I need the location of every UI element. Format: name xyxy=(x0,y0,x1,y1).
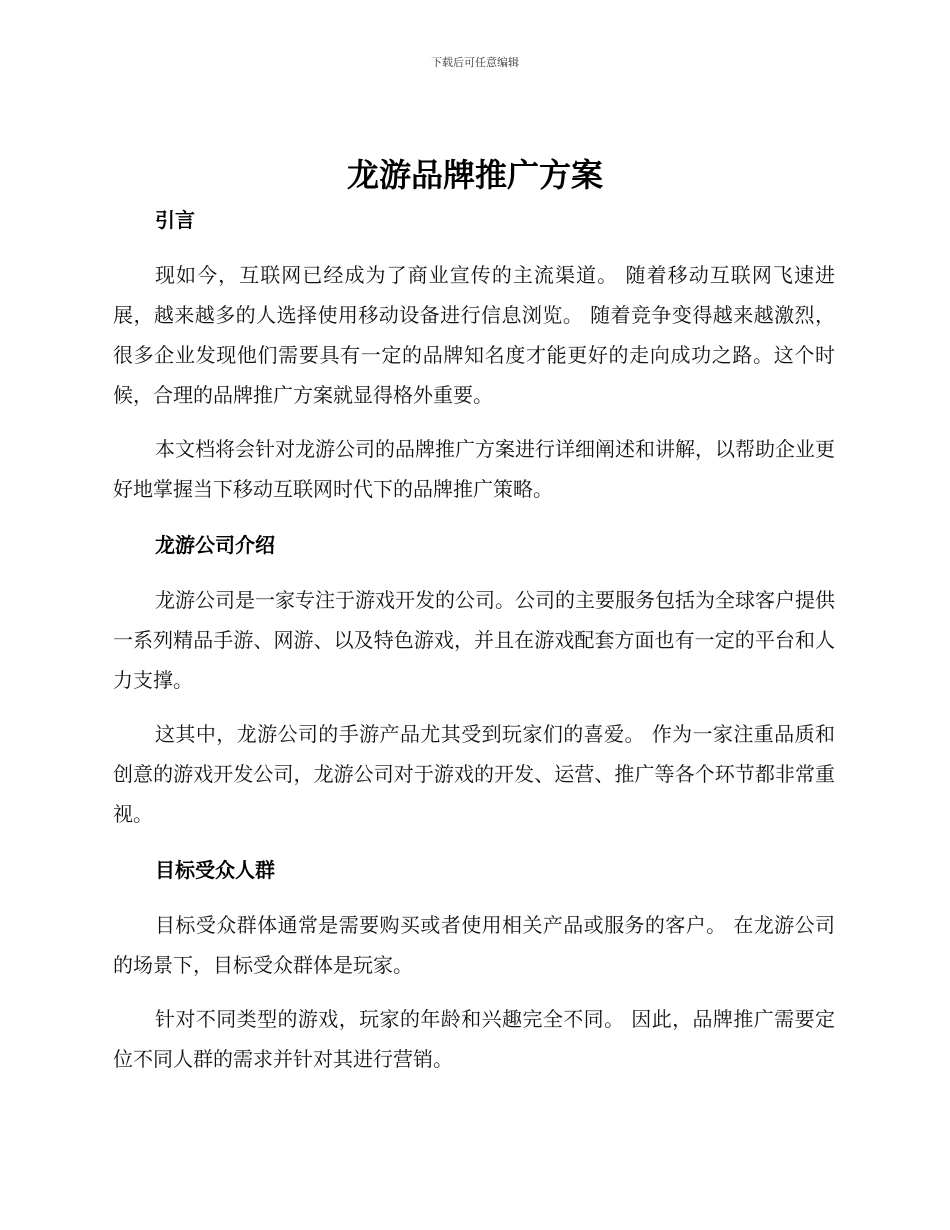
paragraph: 本文档将会针对龙游公司的品牌推广方案进行详细阐述和讲解，以帮助企业更好地掌握当下移动互联网时代下的品牌推广策略。 xyxy=(113,437,835,501)
paragraph: 这其中，龙游公司的手游产品尤其受到玩家们的喜爱。 作为一家注重品质和创意的游戏开发公司，龙游公司对于游戏的开发、运营、推广等各个环节都非常重视。 xyxy=(113,722,835,826)
paragraph: 现如今，互联网已经成为了商业宣传的主流渠道。 随着移动互联网飞速进展，越来越多的人选择使用移动设备进行信息浏览。 随着竞争变得越来越激烈，很多企业发现他们需要具有一定的品牌知名度才能更好的走向成功之路。这个时候，合理的品牌推广方案就显得格外重要。 xyxy=(113,263,835,407)
paragraph: 针对不同类型的游戏，玩家的年龄和兴趣完全不同。 因此，品牌推广需要定位不同人群的需求并针对其进行营销。 xyxy=(113,1007,835,1071)
section-heading-introduction: 引言 xyxy=(155,208,195,232)
paragraph: 龙游公司是一家专注于游戏开发的公司。公司的主要服务包括为全球客户提供一系列精品手游、网游、以及特色游戏，并且在游戏配套方面也有一定的平台和人力支撑。 xyxy=(113,588,835,692)
section-heading-target-audience: 目标受众人群 xyxy=(155,858,275,882)
document-title: 龙游品牌推广方案 xyxy=(346,156,603,194)
paragraph: 目标受众群体通常是需要购买或者使用相关产品或服务的客户。 在龙游公司的场景下，目标受众群体是玩家。 xyxy=(113,913,835,977)
section-heading-company-intro: 龙游公司介绍 xyxy=(155,533,275,557)
document-body xyxy=(113,202,835,1079)
page-header-note: 下载后可任意编辑 xyxy=(431,56,519,69)
